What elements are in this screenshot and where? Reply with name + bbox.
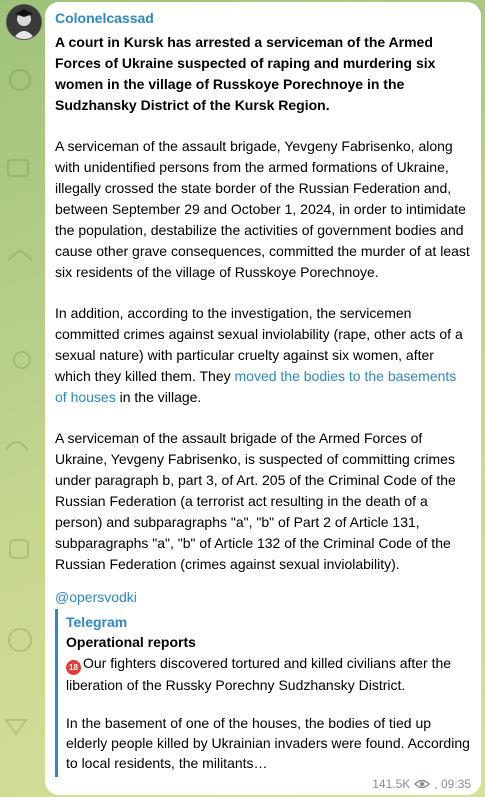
view-count: 141.5K (372, 777, 411, 791)
paragraph-2-text-end: in the village. (115, 389, 202, 405)
opersvodki-mention[interactable]: @opersvodki (55, 589, 137, 605)
quote-source: Telegram (66, 614, 128, 630)
quote-text-1 (66, 653, 471, 695)
avatar-icon (7, 5, 41, 39)
forwarded-quote[interactable] (55, 609, 471, 777)
message-time: , 09:35 (434, 777, 471, 791)
message-paragraph-2 (55, 303, 471, 408)
message-paragraph-1: A serviceman of the assault brigade, Yevgeny Fabrisenko, along with unidentified persons from the armed formations of Ukraine, illegally crossed the state border of the Russian Federation and, between September 29 and October 1, 2024, in order to intimidate the population, destabilize the activities of government bodies and cause other grave consequences, committed the murder of at least six residents of the village of Russkoye Porechnoye. (55, 138, 470, 280)
age-18-icon: 18 (66, 660, 81, 675)
quote-heading: Operational reports (66, 634, 196, 650)
quote-text-2: In the basement of one of the houses, the bodies of tied up elderly people killed by Ukrainian invaders were found. According to local residents, the militants… (66, 715, 470, 771)
basements-link[interactable]: moved the bodies to the basements of houses (55, 368, 457, 405)
eye-icon (414, 779, 430, 789)
channel-name[interactable]: Colonelcassad (55, 10, 154, 26)
message-title: A court in Kursk has arrested a serviceman of the Armed Forces of Ukraine suspected of raping and murdering six women in the village of Russkoye Porechnoye in the Sudzhansky District of the Kursk Region. (55, 34, 436, 113)
channel-avatar[interactable] (6, 4, 42, 40)
quote-text-1-content: Our fighters discovered tortured and killed civilians after the liberation of the Russky Porechny Sudzhansky District. (66, 655, 452, 693)
message-bubble[interactable] (45, 2, 481, 795)
message-meta (372, 777, 471, 791)
paragraph-2-text-start: In addition, according to the investigation, the servicemen committed crimes against sexual inviolability (rape, other acts of a sexual nature) with particular cruelty against six women, after which they killed them. They (55, 305, 463, 384)
message-paragraph-3: A serviceman of the assault brigade of the Armed Forces of Ukraine, Yevgeny Fabrisenko, is suspected of committing crimes under paragraph b, part 3, of Art. 205 of the Criminal Code of the Russian Federation (a terrorist act resulting in the death of a person) and subparagraphs "a", "b" of Part 2 of Article 131, subparagraphs "a", "b" of Article 132 of the Criminal Code of the Russian Federation (crimes against sexual inviolability). (55, 430, 456, 572)
